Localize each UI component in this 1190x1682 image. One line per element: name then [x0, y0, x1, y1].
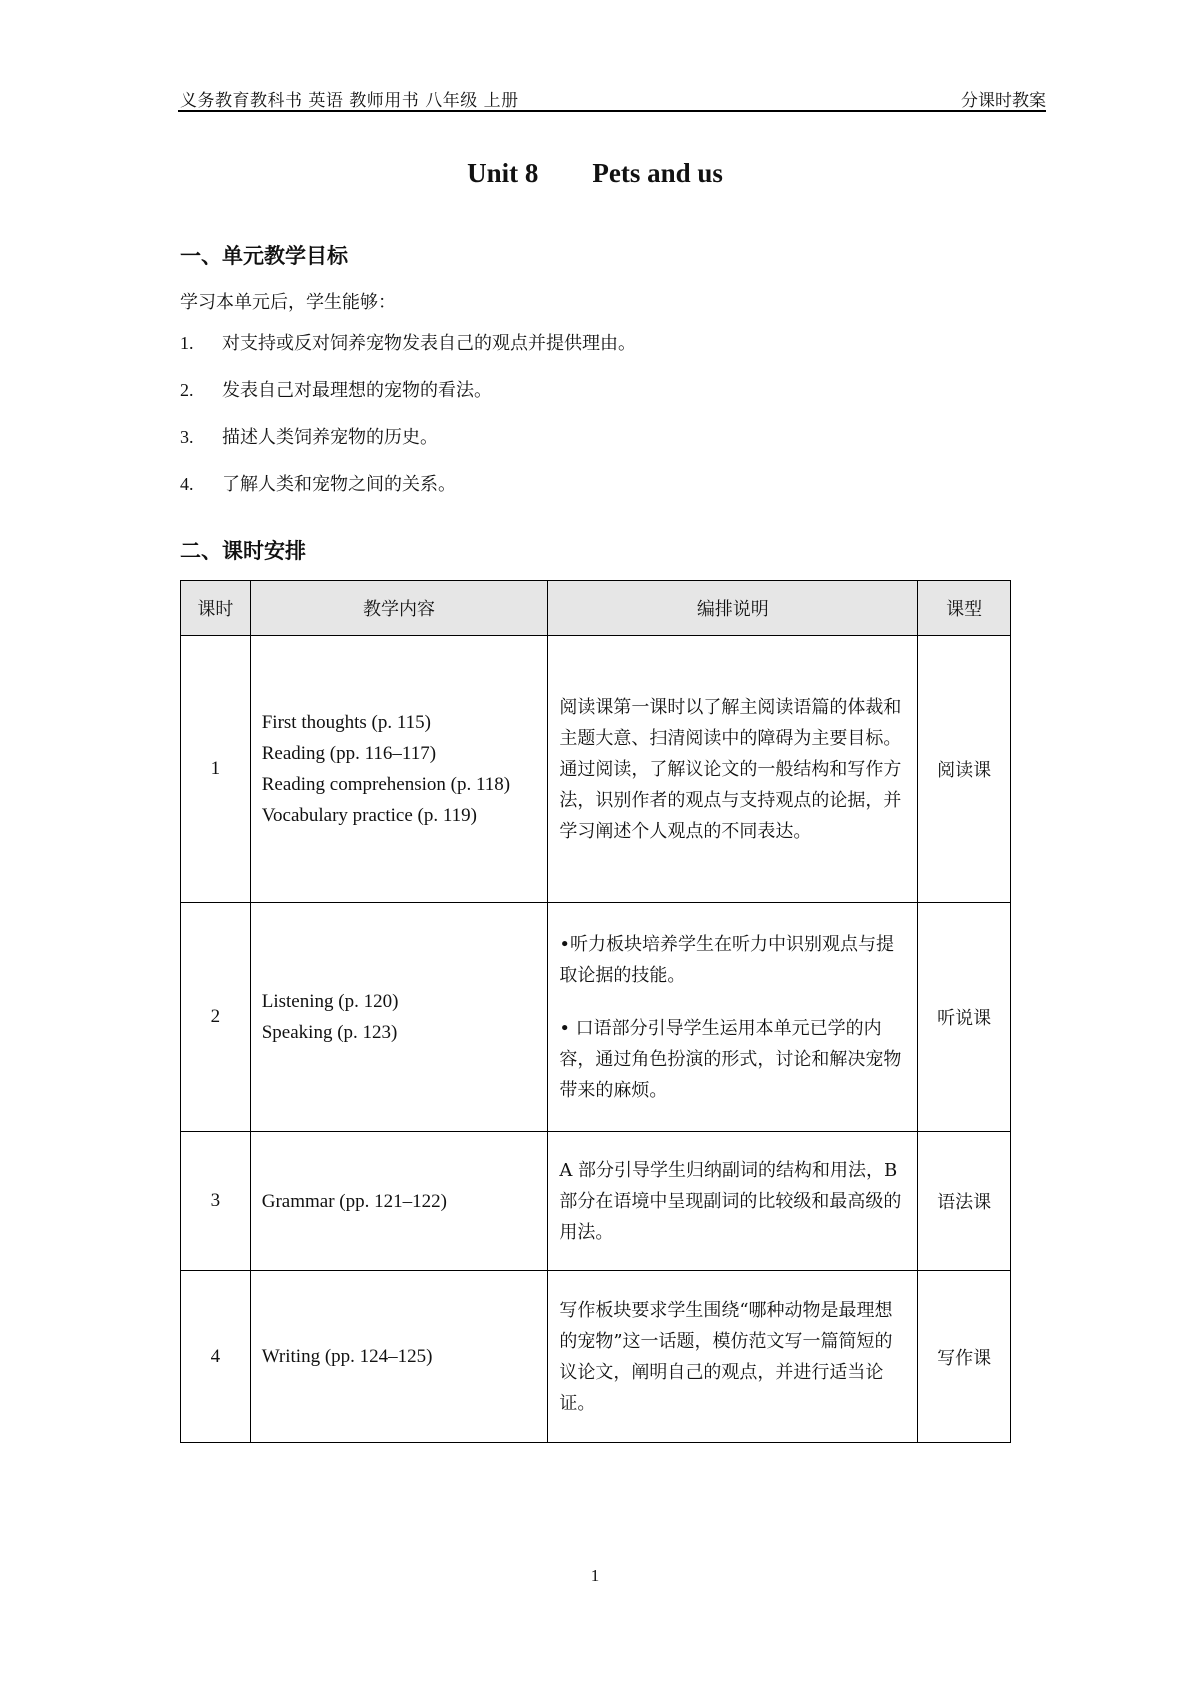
lesson-number: 4	[181, 1271, 251, 1443]
notes-paragraph: • 口语部分引导学生运用本单元已学的内容，通过角色扮演的形式，讨论和解决宠物带来的麻烦。	[559, 1017, 902, 1101]
objective-text: 描述人类饲养宠物的历史。	[222, 427, 438, 448]
content-line: Reading (pp. 116–117)	[261, 743, 437, 764]
section-heading-schedule: 二、课时安排	[180, 539, 306, 563]
notes-paragraph: A 部分引导学生归纳副词的结构和用法，B 部分在语境中呈现副词的比较级和最高级的用法。	[559, 1159, 902, 1243]
objective-text: 了解人类和宠物之间的关系。	[222, 474, 456, 495]
lesson-type: 阅读课	[918, 636, 1011, 903]
content-line: Grammar (pp. 121–122)	[261, 1190, 447, 1212]
content-line: Writing (pp. 124–125)	[261, 1346, 433, 1367]
objective-text: 对支持或反对饲养宠物发表自己的观点并提供理由。	[222, 333, 636, 354]
notes-paragraph: •听力板块培养学生在听力中识别观点与提取论据的技能。	[559, 933, 894, 986]
table-row	[181, 636, 1011, 903]
notes-paragraph: 写作板块要求学生围绕“哪种动物是最理想的宠物”这一话题，模仿范文写一篇简短的议论文，阐明自己的观点，并进行适当论证。	[559, 1299, 893, 1414]
content-line: Listening (p. 120)	[261, 991, 399, 1012]
content-line: Speaking (p. 123)	[261, 1022, 398, 1043]
lesson-type: 听说课	[918, 903, 1011, 1132]
running-header-title: 义务教育教科书 英语 教师用书 八年级 上册	[180, 91, 519, 111]
content-line: Vocabulary practice (p. 119)	[261, 805, 477, 826]
objective-number: 4.	[180, 474, 194, 494]
lesson-type: 写作课	[918, 1271, 1011, 1443]
content-line: First thoughts (p. 115)	[261, 712, 431, 733]
table-row	[181, 1132, 1011, 1271]
column-header-lesson: 课时	[181, 581, 251, 636]
section-heading-objectives: 一、单元教学目标	[180, 244, 348, 268]
lesson-notes	[548, 903, 918, 1132]
content-line: Reading comprehension (p. 118)	[261, 774, 511, 795]
lesson-notes	[548, 1271, 918, 1443]
objective-number: 2.	[180, 380, 194, 400]
objective-item	[180, 376, 492, 402]
objective-item	[180, 329, 636, 355]
lesson-number: 1	[181, 636, 251, 903]
lesson-content	[250, 636, 548, 903]
objectives-intro: 学习本单元后，学生能够：	[180, 292, 396, 313]
objective-text: 发表自己对最理想的宠物的看法。	[222, 380, 492, 401]
page-number: 1	[590, 1566, 600, 1585]
unit-name: Pets and us	[592, 158, 723, 188]
objective-number: 3.	[180, 427, 194, 447]
lesson-number: 2	[181, 903, 251, 1132]
header-rule	[178, 110, 1046, 112]
objective-item	[180, 470, 456, 496]
column-header-type: 课型	[918, 581, 1011, 636]
page-title	[0, 158, 1190, 189]
objective-number: 1.	[180, 333, 194, 353]
unit-number: Unit 8	[467, 158, 539, 188]
lesson-number: 3	[181, 1132, 251, 1271]
table-row	[181, 903, 1011, 1132]
lesson-notes	[548, 1132, 918, 1271]
table-header-row	[181, 581, 1011, 636]
lesson-content	[250, 903, 548, 1132]
lesson-content	[250, 1271, 548, 1443]
lesson-content	[250, 1132, 548, 1271]
column-header-content: 教学内容	[250, 581, 548, 636]
lesson-schedule-table	[180, 580, 1011, 1443]
lesson-notes	[548, 636, 918, 903]
objective-item	[180, 423, 438, 449]
lesson-type: 语法课	[918, 1132, 1011, 1271]
column-header-notes: 编排说明	[548, 581, 918, 636]
table-row	[181, 1271, 1011, 1443]
running-header-label: 分课时教案	[961, 91, 1046, 111]
notes-paragraph: 阅读课第一课时以了解主阅读语篇的体裁和主题大意、扫清阅读中的障碍为主要目标。通过阅读，了解议论文的一般结构和写作方法，识别作者的观点与支持观点的论据，并学习阐述个人观点的不同表达。	[559, 696, 902, 842]
